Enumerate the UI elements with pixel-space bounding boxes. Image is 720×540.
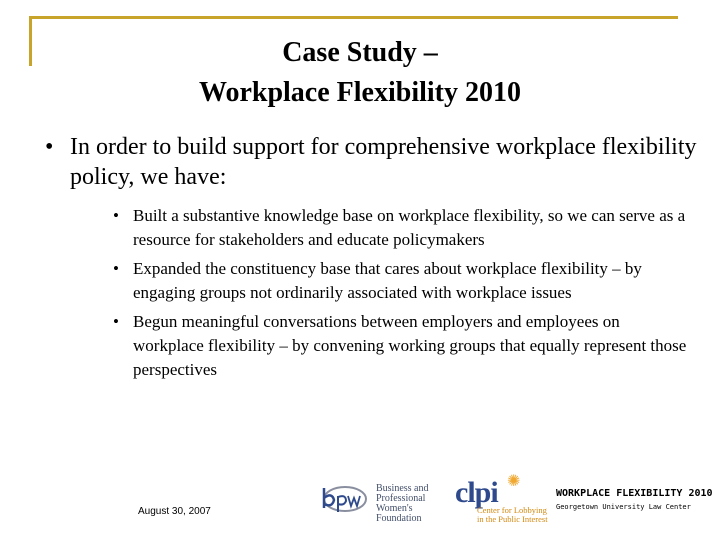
- bpw-line: Women's: [376, 503, 413, 514]
- main-bullet-text: In order to build support for comprehensive workplace flexibility policy, we have:: [70, 134, 697, 190]
- sun-icon: ✺: [507, 473, 521, 490]
- bpw-line: Foundation: [376, 513, 422, 524]
- sub-bullet: [113, 310, 693, 382]
- title-line-2: Workplace Flexibility 2010: [199, 77, 521, 108]
- clpi-line: in the Public Interest: [477, 514, 548, 524]
- bullet-icon: •: [113, 206, 119, 225]
- clpi-line: Center for Lobbying: [477, 505, 547, 515]
- bpw-logo-text: [376, 484, 429, 524]
- footer-date: August 30, 2007: [138, 506, 211, 517]
- sub-bullet-text: Built a substantive knowledge base on workplace flexibility, so we can serve as a resource for stakeholders and educate policymakers: [133, 206, 686, 249]
- clpi-logo-text: [477, 506, 548, 524]
- bpw-line: Business and: [376, 483, 429, 494]
- clpi-logo: [455, 473, 551, 524]
- wf2010-subtitle: Georgetown University Law Center: [556, 503, 691, 511]
- bullet-icon: •: [113, 312, 119, 331]
- sub-bullet: [113, 257, 693, 305]
- bpw-line: Professional: [376, 493, 426, 504]
- slide-title: [140, 33, 580, 113]
- main-bullet: [45, 132, 710, 192]
- bullet-icon: •: [45, 134, 54, 160]
- sub-bullet-text: Begun meaningful conversations between employers and employees on workplace flexibility – by convening working groups that equally represent those perspectives: [133, 312, 687, 379]
- sub-bullet-list: [113, 204, 693, 387]
- title-line-1: Case Study –: [282, 37, 438, 68]
- sub-bullet-text: Expanded the constituency base that cares about workplace flexibility – by engaging groups not ordinarily associated with workplace issues: [133, 259, 642, 302]
- bullet-icon: •: [113, 259, 119, 278]
- title-rule-top: [29, 16, 678, 19]
- bpw-logo-mark: [318, 484, 368, 514]
- title-rule-left: [29, 16, 32, 66]
- sub-bullet: [113, 204, 693, 252]
- wf2010-title: WORKPLACE FLEXIBILITY 2010: [556, 488, 713, 499]
- clpi-logo-mark: clpi: [455, 476, 498, 509]
- wf2010-logo: [556, 488, 713, 512]
